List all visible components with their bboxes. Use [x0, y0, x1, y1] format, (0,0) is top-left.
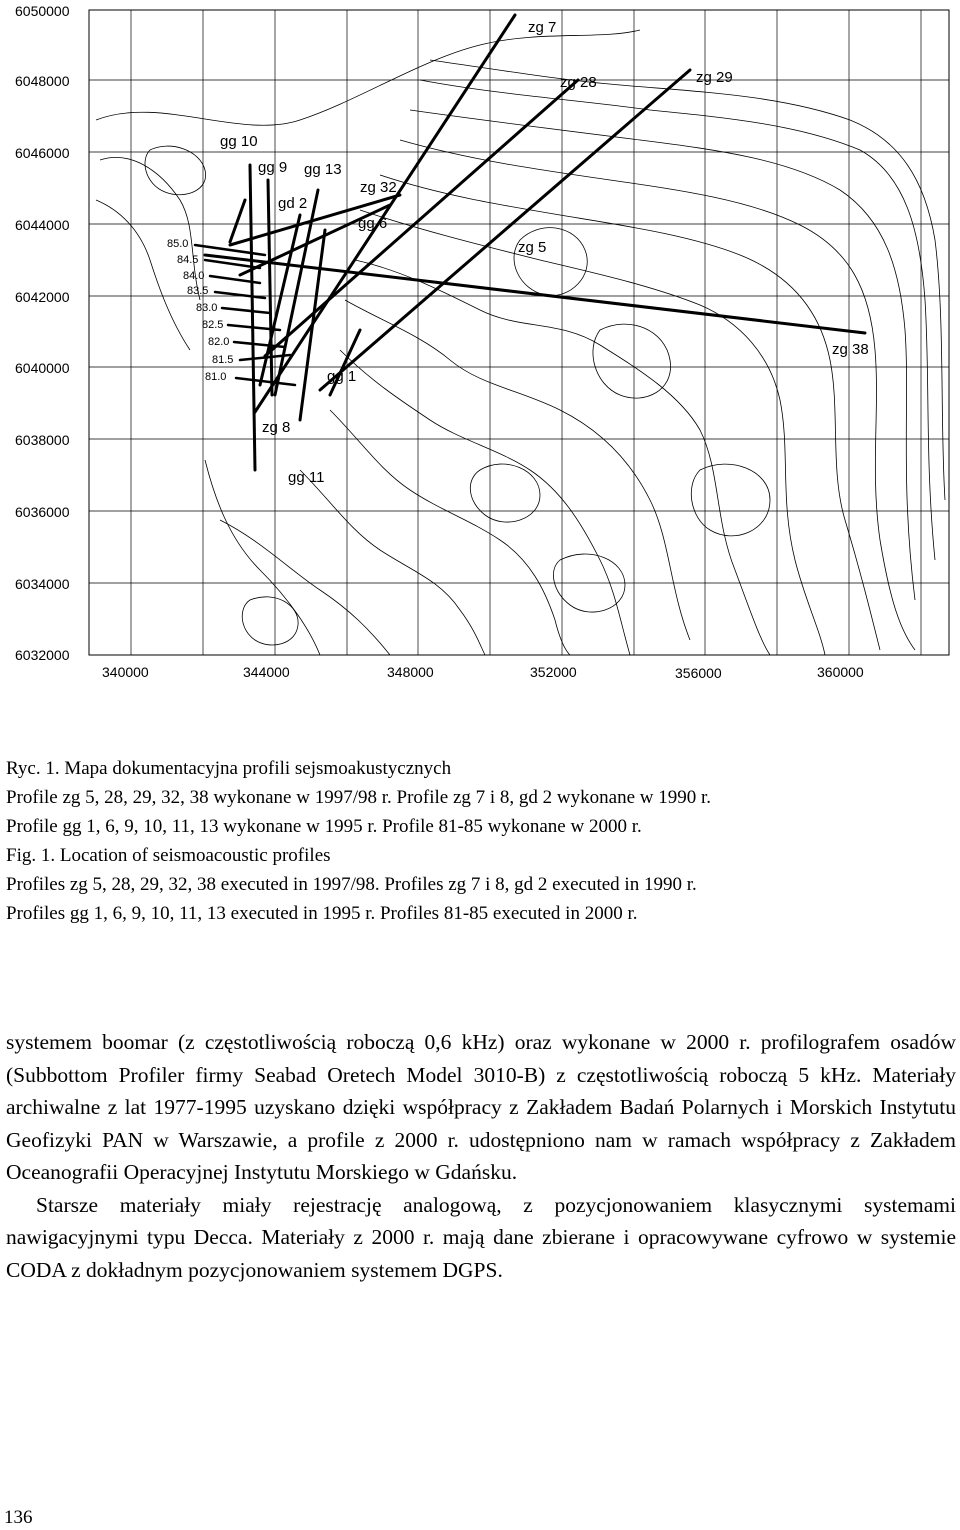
profile-number: 83.0	[196, 302, 218, 314]
caption-line: Profiles gg 1, 6, 9, 10, 11, 13 executed in 1995 r. Profiles 81-85 executed in 2000 r.	[6, 903, 638, 924]
profile-label: zg 38	[832, 341, 869, 358]
y-tick: 6040000	[15, 360, 70, 376]
profile-labels	[220, 19, 869, 486]
profile-number: 84.5	[177, 254, 199, 266]
y-axis-labels	[15, 3, 70, 663]
profile-number: 83.5	[187, 285, 209, 297]
profile-label: zg 5	[518, 239, 547, 256]
profile-label: zg 29	[696, 69, 733, 86]
profile-label: zg 8	[262, 419, 291, 436]
caption-line: Ryc. 1. Mapa dokumentacyjna profili sejsmoakustycznych	[6, 758, 452, 779]
caption-line: Profile zg 5, 28, 29, 32, 38 wykonane w 1997/98 r. Profile zg 7 i 8, gd 2 wykonane w 1990 r.	[6, 787, 712, 808]
profile-number: 82.5	[202, 319, 224, 331]
profile-label: gd 2	[278, 195, 308, 212]
x-tick: 352000	[530, 664, 577, 680]
y-tick: 6046000	[15, 145, 70, 161]
x-axis-labels	[102, 664, 864, 681]
caption-line: Fig. 1. Location of seismoacoustic profiles	[6, 845, 331, 866]
profile-label: zg 7	[528, 19, 557, 36]
profile-location-map	[0, 0, 960, 700]
caption-line: Profile gg 1, 6, 9, 10, 11, 13 wykonane w 1995 r. Profile 81-85 wykonane w 2000 r.	[6, 816, 642, 837]
x-tick: 344000	[243, 664, 290, 680]
profile-label: gg 6	[358, 215, 388, 232]
profile-label: gg 10	[220, 133, 258, 150]
page-number: 136	[4, 1507, 33, 1528]
y-tick: 6036000	[15, 504, 70, 520]
paragraph: systemem boomar (z częstotliwością roboczą 0,6 kHz) oraz wykonane w 2000 r. profilografem osadów (Subbottom Profiler firmy Seabad Oretech Model 3010-B) z częstotliwością roboczą 5 kHz. Materiały archiwalne z lat 1977-1995 uzyskano dzięki współpracy z Zakładem Badań Polarnych i Morskich Instytutu Geofizyki PAN w Warszawie, a profile z 2000 r. udostępniono nam w ramach współpracy z Zakładem Oceanografii Operacyjnej Instytutu Morskiego w Gdańsku.	[6, 1030, 956, 1184]
profile-label: gg 9	[258, 159, 288, 176]
y-tick: 6034000	[15, 576, 70, 592]
x-tick: 356000	[675, 665, 722, 681]
y-tick: 6044000	[15, 217, 70, 233]
y-tick: 6048000	[15, 73, 70, 89]
map-grid	[89, 10, 949, 655]
small-profile-labels	[167, 238, 233, 383]
profile-number: 81.0	[205, 371, 227, 383]
profile-label: gg 13	[304, 161, 342, 178]
y-tick: 6038000	[15, 432, 70, 448]
y-tick: 6032000	[15, 647, 70, 663]
profile-label: gg 1	[327, 368, 357, 385]
body-text	[6, 1026, 956, 1286]
profile-label: gg 11	[288, 469, 325, 486]
x-tick: 340000	[102, 664, 149, 680]
profile-label: zg 32	[360, 179, 397, 196]
y-tick: 6042000	[15, 289, 70, 305]
profile-number: 82.0	[208, 336, 230, 348]
profile-label: zg 28	[560, 74, 597, 91]
y-tick: 6050000	[15, 3, 70, 19]
x-tick: 360000	[817, 664, 864, 680]
paragraph: Starsze materiały miały rejestrację analogową, z pozycjonowaniem klasycznymi systemami nawigacyjnymi typu Decca. Materiały z 2000 r. mają dane zbierane i opracowywane cyfrowo w systemie CODA z dokładnym pozycjonowaniem systemem DGPS.	[6, 1192, 956, 1282]
profile-number: 85.0	[167, 238, 189, 250]
profile-number: 84.0	[183, 270, 205, 282]
figure-caption	[6, 754, 956, 928]
map-frame	[89, 10, 949, 655]
x-tick: 348000	[387, 664, 434, 680]
caption-line: Profiles zg 5, 28, 29, 32, 38 executed in 1997/98. Profiles zg 7 i 8, gd 2 executed in 1990 r.	[6, 874, 697, 895]
profile-number: 81.5	[212, 354, 234, 366]
